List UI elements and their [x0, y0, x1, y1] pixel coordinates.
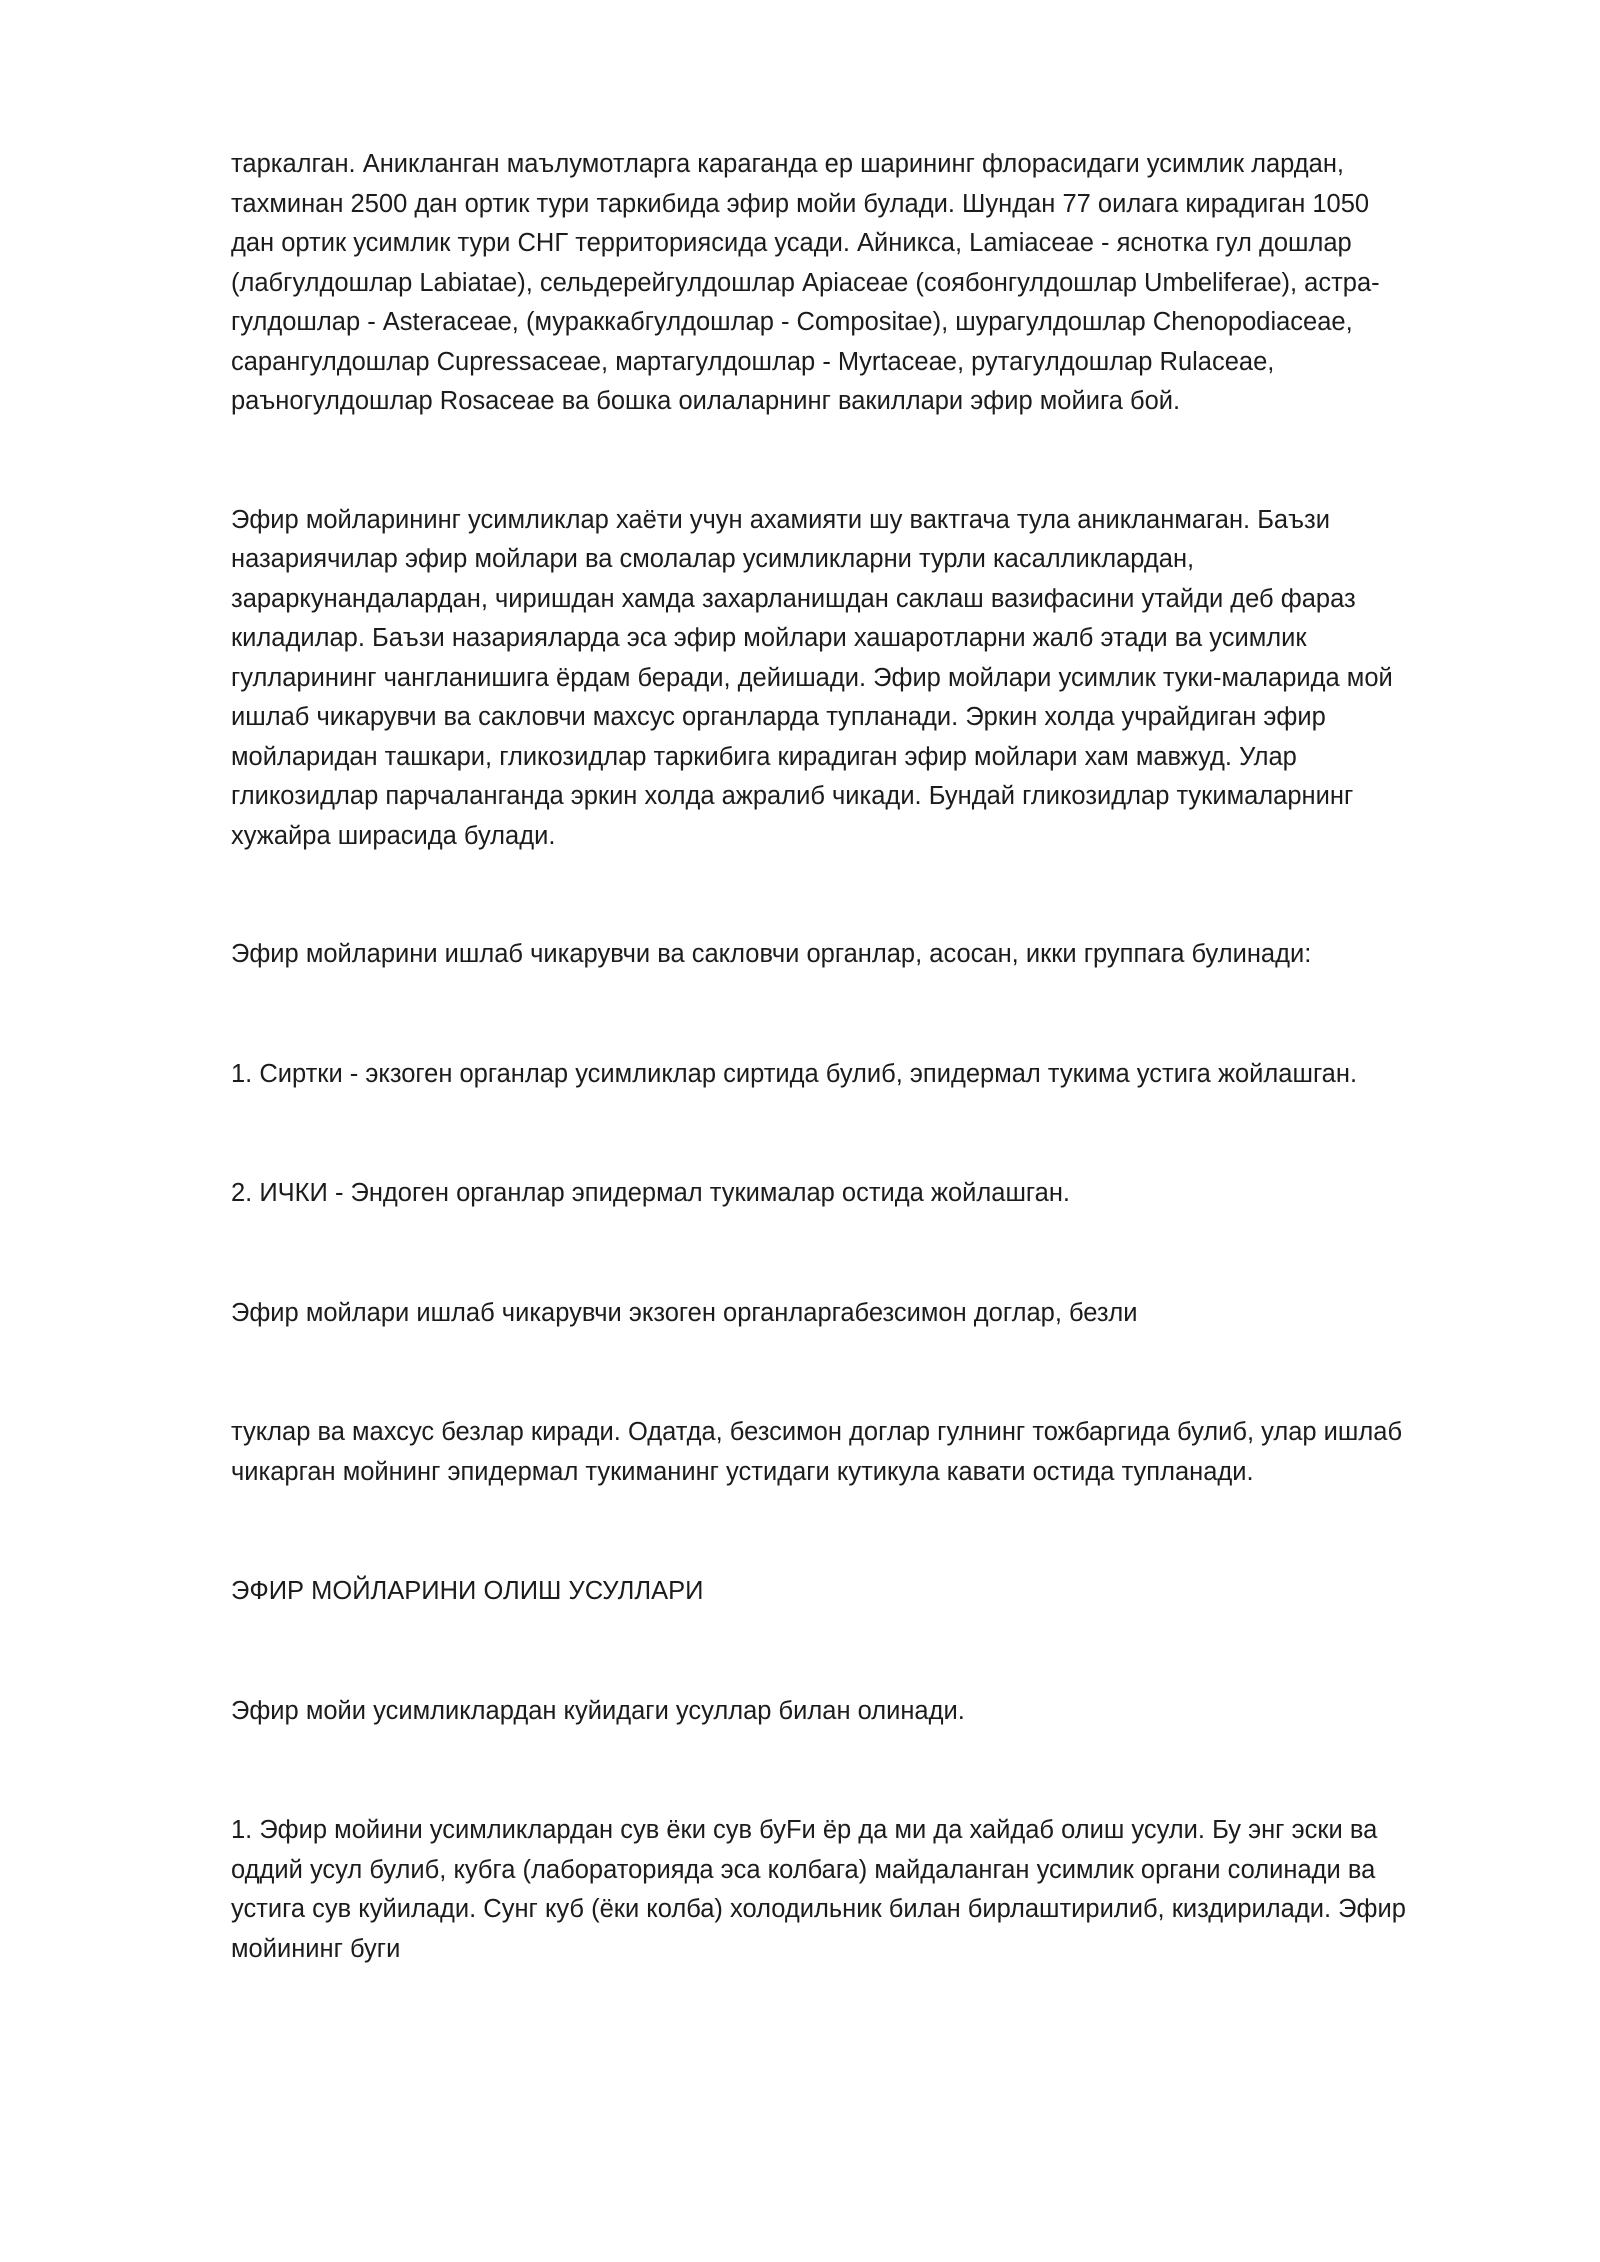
paragraph-spacer [231, 1492, 1491, 1572]
list-item-endogenous: 2. ИЧКИ - Эндоген органлар эпидермал тукималар остида жойлашган. [231, 1179, 1071, 1207]
list-item-exogenous: 1. Сиртки - экзоген органлар усимликлар сиртида булиб, эпидермал тукима устига жойлашган. [231, 1059, 1358, 1088]
paragraph-importance: Эфир мойларининг усимликлар хаёти учун ахамияти шу вактгача тула аникланмаган. Баъзи назариячилар эфир мойлари ва смолалар усимликларни турли касалликлардан, зараркунандалардан, чиришдан хамда захарланишдан саклаш вазифасини утайди деб фараз киладилар. Баъзи назарияларда эса эфир мойлари хашаротларни жалб этади ва усимлик гулларининг чангланишига ёрдам беради, дейишади. Эфир мойлари усимлик туки-маларида мой ишлаб чикарувчи ва сакловчи махсус органларда тупланади. Эркин холда учрайдиган эфир мойларидан ташкари, гликозидлар таркибига кирадиган эфир мойлари хам мавжуд. Улар гликозидлар парчаланганда эркин холда ажралиб чикади. Бундай гликозидлар тукималарнинг хужайра ширасида булади. [231, 505, 1393, 850]
document-body [231, 145, 1491, 1969]
paragraph-distillation-method: 1. Эфир мойини усимликлардан сув ёки сув буFи ёр да ми да хайдаб олиш усули. Бу энг эски ва оддий усул булиб, кубга (лабораторияда эса колбага) майдаланган усимлик органи солинади ва устига сув куйилади. Сунг куб (ёки колба) холодильник билан бирлаштирилиб, киздирилади. Эфир мойининг буги [231, 1816, 1406, 1963]
paragraph-spacer [231, 1731, 1491, 1811]
paragraph-organ-groups: Эфир мойларини ишлаб чикарувчи ва сакловчи органлар, асосан, икки группага булинади: [231, 940, 1312, 968]
paragraph-spacer [231, 975, 1491, 1055]
paragraph-spacer [231, 1333, 1491, 1413]
section-heading: ЭФИР МОЙЛАРИНИ ОЛИШ УСУЛЛАРИ [231, 1577, 704, 1605]
paragraph-methods-intro: Эфир мойи усимликлардан куйидаги усуллар билан олинади. [231, 1696, 965, 1725]
paragraph-spacer [231, 422, 1491, 501]
paragraph-spacer [231, 856, 1491, 935]
paragraph-glandular-hairs: туклар ва махсус безлар киради. Одатда, безсимон доглар гулнинг тожбаргида булиб, улар ишлаб чикарган мойнинг эпидермал тукиманинг устидаги кутикула кавати остида тупланади. [231, 1418, 1403, 1486]
paragraph-plant-families: таркалган. Аникланган маълумотларга караганда ер шарининг флорасидаги усимлик лардан, тахминан 2500 дан ортик тури таркибида эфир мойи булади. Шундан 77 оилага кирадиган 1050 дан ортик усимлик тури СНГ территориясида усади. Айникса, Lamiaceae - яснотка гул дошлар (лабгулдошлар Labiatae), сельдерейгулдошлар Apiaceae (соябонгулдошлар Umbeliferae), астра- гулдошлар - Asteraceae, (мураккабгулдошлар - Compositae), шурагулдошлар Chenopodiaceae, сарангулдошлар Cupressaceae, мартагулдошлар - Myrtaceae, рутагулдошлар Rulaceae, раъногулдошлар Rosaceae ва бошка оилаларнинг вакиллари эфир мойига бой. [231, 150, 1380, 415]
paragraph-exogenous-organs: Эфир мойлари ишлаб чикарувчи экзоген органларгабезсимон доглар, безли [231, 1298, 1138, 1327]
paragraph-spacer [231, 1612, 1491, 1692]
paragraph-spacer [231, 1094, 1491, 1174]
paragraph-spacer [231, 1214, 1491, 1294]
